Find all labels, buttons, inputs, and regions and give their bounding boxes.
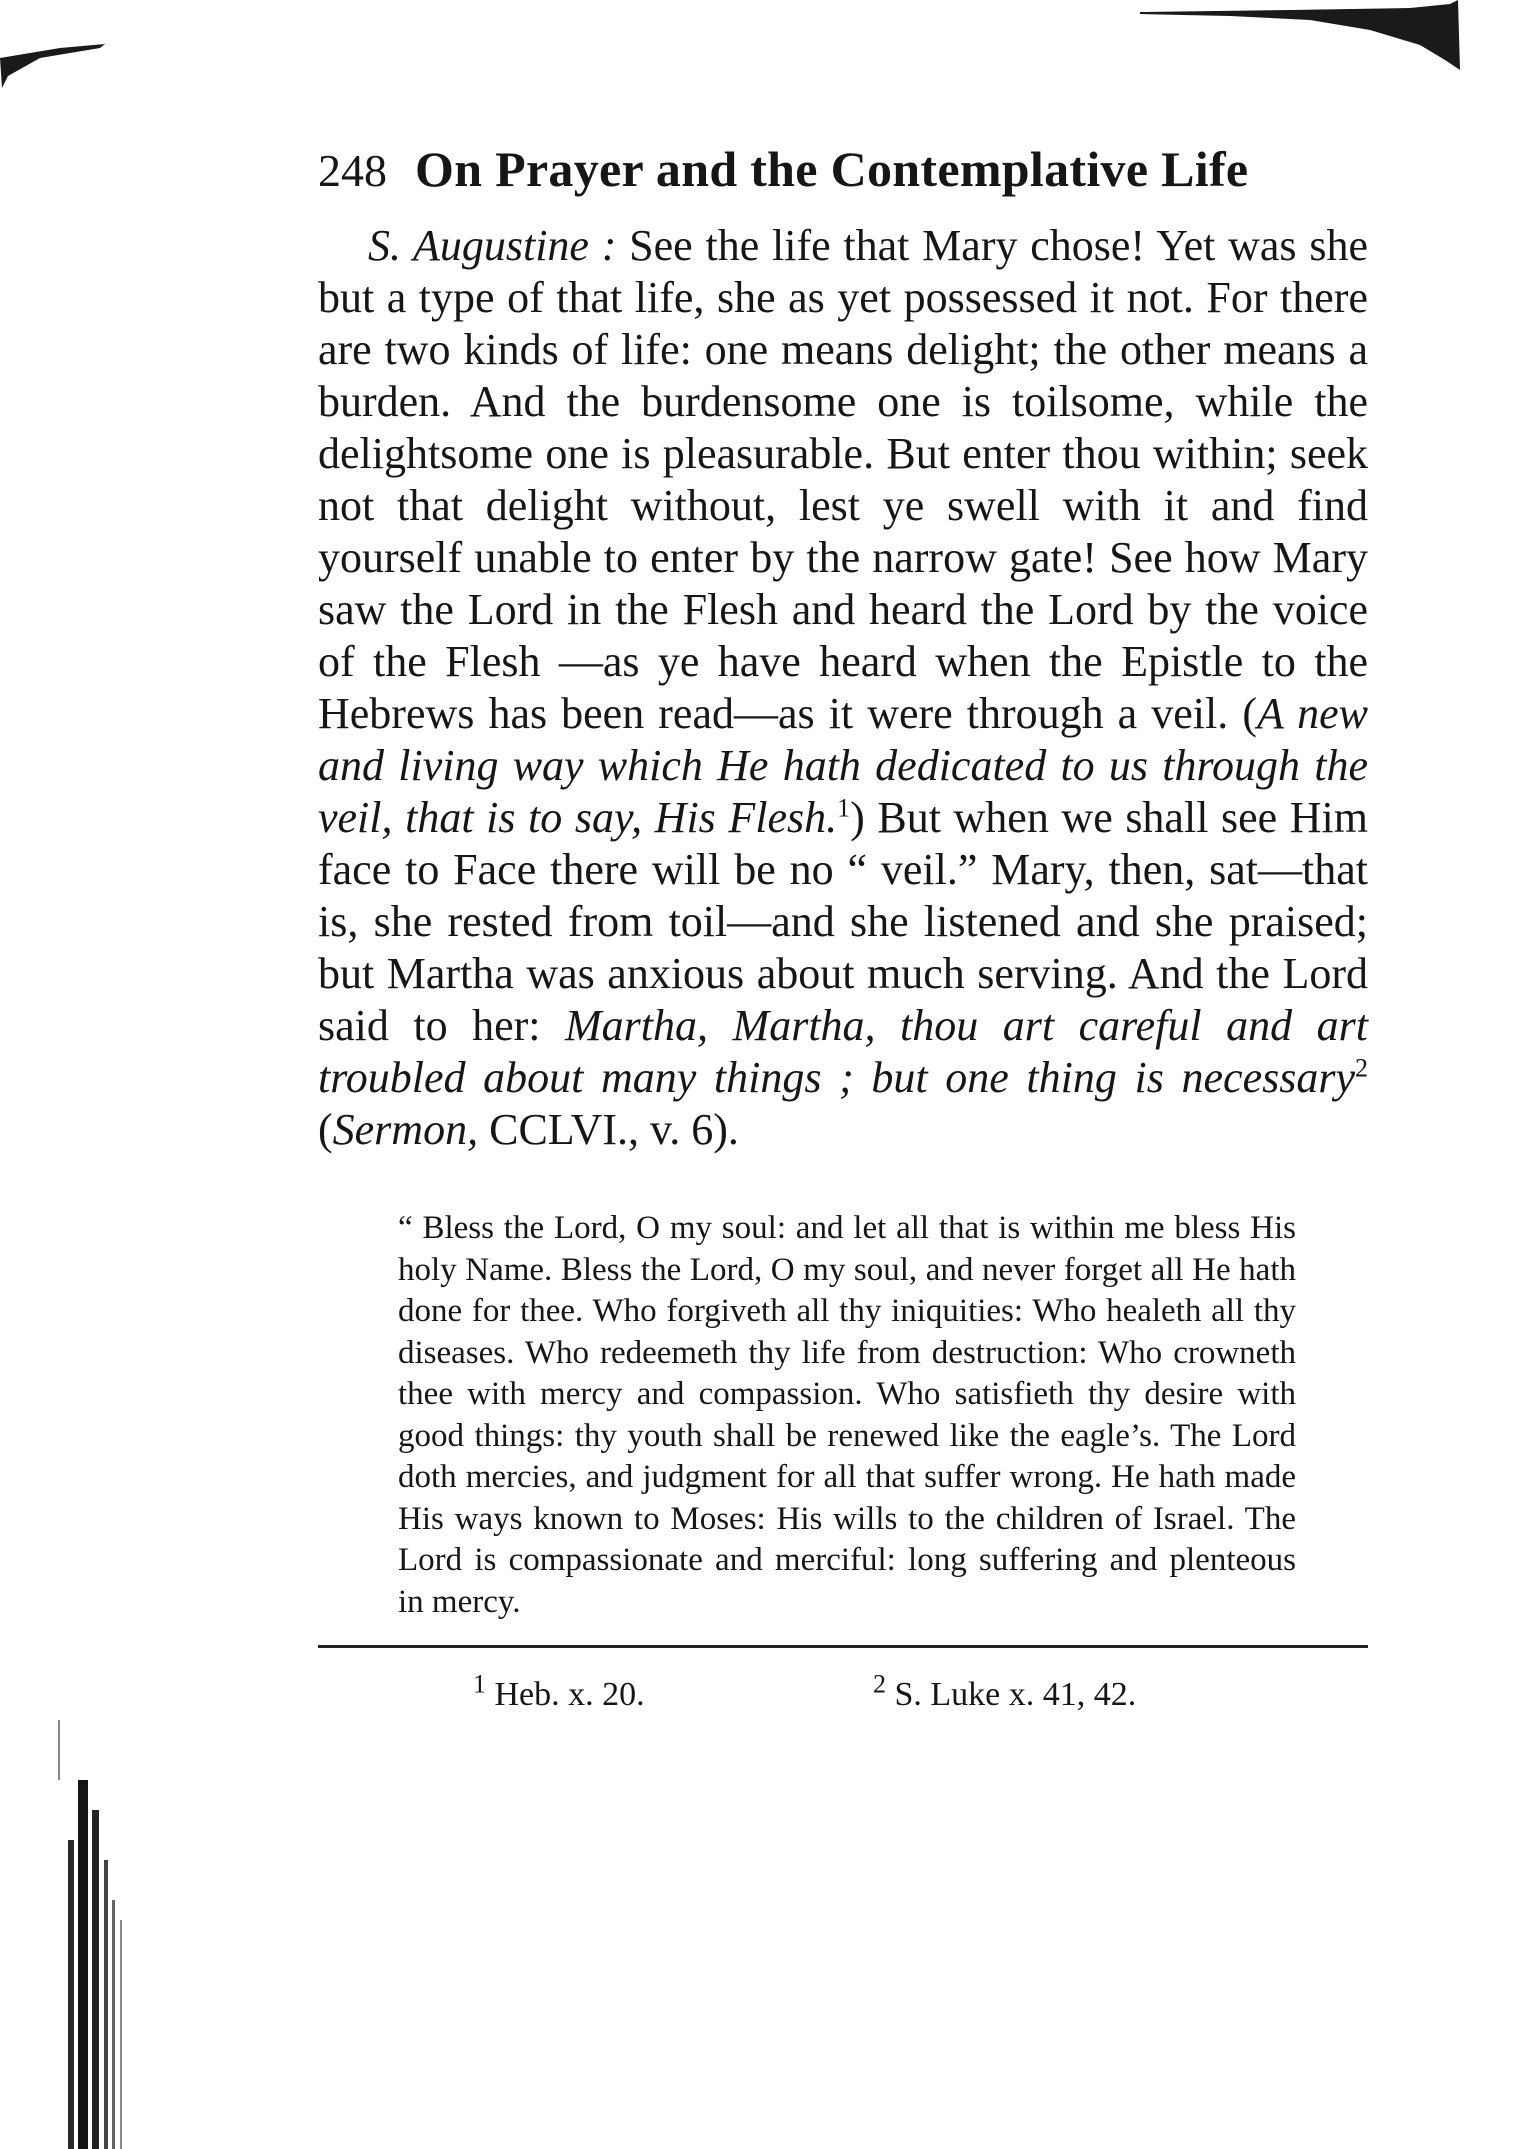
footnote-ref-1: 1 [837,793,851,823]
scripture-quote-1: A new and living way which He hath dedicated to us through the veil, that is to say, His Flesh. [318,689,1368,842]
footnote-ref-2: 2 [1355,1053,1368,1083]
paragraph-text-1: See the life that Mary chose! Yet was she but a type of that life, she as yet possessed it not. For there are two kinds of life: one means delight; the other means a burden. And the burdensome one is toilsome, while the delightsome one is pleasurable. But enter thou within; seek not that delight without, lest ye swell with it and find yourself unable to enter by the narrow gate! See how Mary saw the Lord in the Flesh and heard the Lord by the voice of the Flesh —as ye have heard when the Epistle to the Hebrews has been read—as it were through a veil. ( [318,221,1368,738]
footnote-1-text: Heb. x. 20. [486,1676,645,1713]
page-number: 248 [318,145,387,196]
speaker-name: S. Augustine : [368,221,617,270]
footnotes [318,1669,1368,1714]
footnote-1 [473,1669,873,1714]
main-paragraph [318,220,1368,1156]
psalm-quote: “ Bless the Lord, O my soul: and let all that is within me bless His holy Name. Bless the Lord, O my soul, and never forget all He hath done for thee. Who forgiveth all thy iniquities: Who healeth all thy diseases. Who redeemeth thy life from destruction: Who crowneth thee with mercy and compassion. Who satisfieth thy desire with good things: thy youth shall be renewed like the eagle’s. The Lord doth mercies, and judgment for all that suffer wrong. He hath made His ways known to Moses: His wills to the children of Israel. The Lord is compassionate and merciful: long suffering and plenteous in mercy. [398,1210,1296,1620]
footnote-divider [318,1645,1368,1648]
scan-artifact-left [0,40,110,90]
source-reference: CCLVI., v. 6). [478,1105,739,1154]
footnote-2-mark: 2 [873,1669,886,1699]
source-title: Sermon, [332,1105,479,1154]
running-title: On Prayer and the Contemplative Life [415,141,1249,197]
footnote-2-text: S. Luke x. 41, 42. [886,1676,1137,1713]
footnote-1-mark: 1 [473,1669,486,1699]
scan-artifact-top [1140,0,1460,70]
scan-artifact-edge [50,1720,150,2149]
paragraph-text-2: ) But when we shall see Him face to Face there will be no “ veil.” Mary, then, sat—that is, she rested from toil—and she listened and she praised; but Martha was anxious about much serving. And the Lord said to her: [318,793,1368,1050]
scripture-quote-2: Martha, Martha, thou art careful and art troubled about many things ; but one thing is necessary [318,1001,1368,1102]
footnote-2 [873,1669,1137,1714]
page-header [318,140,1368,198]
paragraph-text-3: ( [318,1105,333,1154]
book-page [318,140,1368,1714]
